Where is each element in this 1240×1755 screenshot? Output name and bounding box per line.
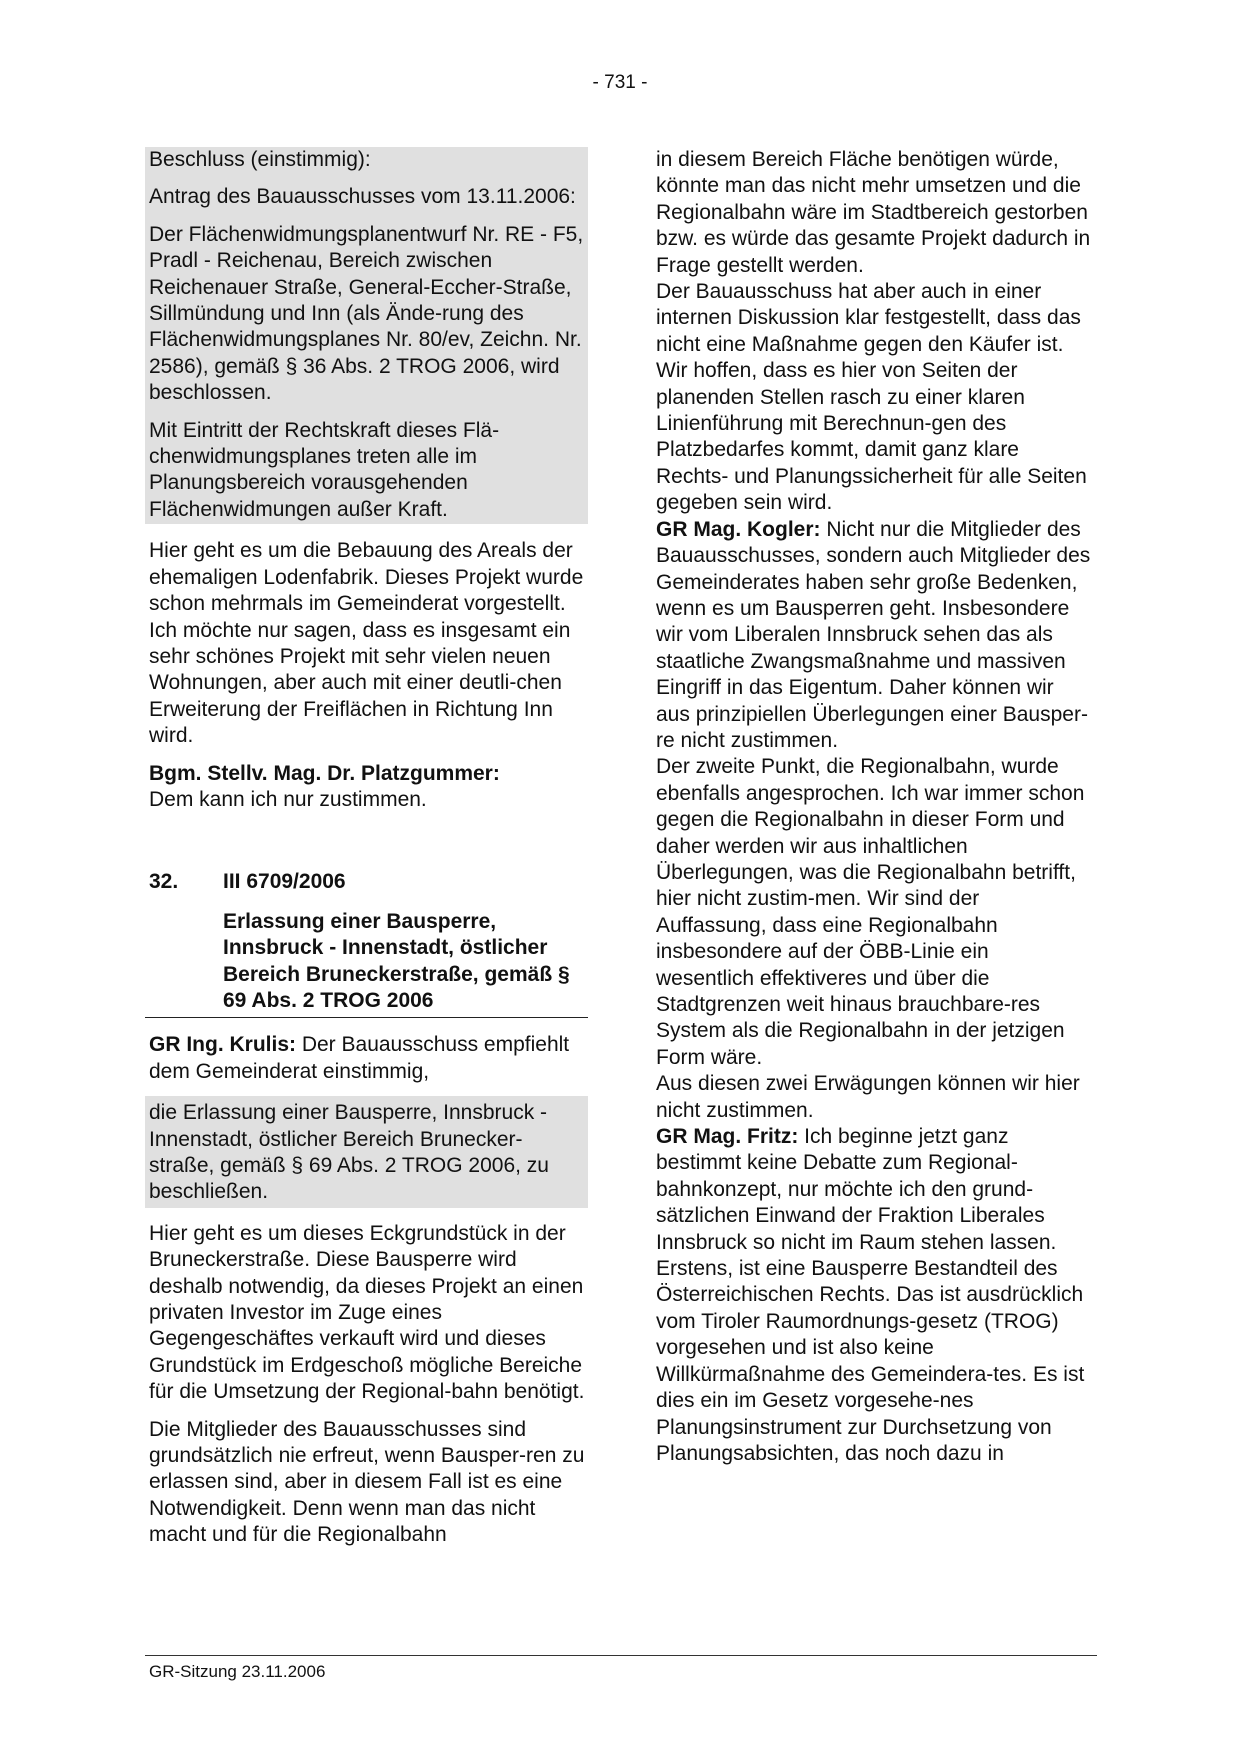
paragraph: Aus diesen zwei Erwägungen können wir hier nicht zustimmen. bbox=[656, 1072, 1080, 1122]
paragraph: Hier geht es um dieses Eckgrundstück in der Bruneckerstraße. Diese Bausperre wird deshalb notwendig, da dieses Projekt an einen privaten Investor im Zuge eines Gegengeschäftes verkauft wird und dieses Grundstück im Erdgeschoß mögliche Bereiche für die Umsetzung der Regional-bahn benötigt. bbox=[149, 1221, 585, 1404]
speaker-name: GR Mag. Fritz: bbox=[656, 1125, 799, 1149]
left-column bbox=[145, 147, 588, 1560]
footer-session-date: GR-Sitzung 23.11.2006 bbox=[149, 1662, 326, 1681]
resolution-heading: Beschluss (einstimmig): bbox=[149, 148, 371, 171]
motion-block bbox=[145, 1096, 588, 1208]
speaker-name: GR Mag. Kogler: bbox=[656, 517, 821, 541]
speaker-statement bbox=[656, 1124, 1092, 1256]
paragraph: Der zweite Punkt, die Regionalbahn, wurde ebenfalls angesprochen. Ich war immer schon gegen die Regionalbahn in dieser Form und daher werden wir aus inhaltlichen Überlegungen, was die Regionalbahn betrifft, hier nicht zustim-men. Wir sind der Auffassung, dass eine Regionalbahn insbesondere auf der ÖBB-Linie ein wesentlich effektiveres und über die Stadtgrenzen weit hinaus brauchbare-res System als die Regionalbahn in der jetzigen Form wäre. bbox=[656, 755, 1085, 1069]
speaker-statement bbox=[656, 517, 1092, 755]
speaker-text: Nicht nur die Mitglieder des Bauausschusses, sondern auch Mitglieder des Gemeinderates haben sehr große Bedenken, wenn es um Bausperren geht. Insbesondere wir vom Liberalen Innsbruck sehen das als staatliche Zwangsmaßnahme und massiven Eingriff in das Eigentum. Daher können wir aus prinzipiellen Überlegungen einer Bausper-re nicht zustimmen. bbox=[656, 517, 1091, 752]
speaker-statement bbox=[149, 1032, 588, 1085]
paragraph: Die Mitglieder des Bauausschusses sind grundsätzlich nie erfreut, wenn Bausper-ren zu erlassen sind, aber in diesem Fall ist es eine Notwendigkeit. Denn wenn man das nicht macht und für die Regionalbahn bbox=[149, 1417, 585, 1547]
agenda-item-heading bbox=[145, 869, 588, 1018]
speaker-name: Bgm. Stellv. Mag. Dr. Platzgummer: bbox=[149, 761, 500, 785]
footer-divider bbox=[145, 1655, 1097, 1656]
left-text-group-1 bbox=[145, 538, 588, 813]
resolution-block bbox=[145, 147, 588, 524]
paragraph: Hier geht es um die Bebauung des Areals der ehemaligen Lodenfabrik. Dieses Projekt wurde schon mehrmals im Gemeinderat vorgestellt. Ich möchte nur sagen, dass es insgesamt ein sehr schönes Projekt mit sehr vielen neuen Wohnungen, aber auch mit einer deutli-chen Erweiterung der Freiflächen in Richtung Inn wird. bbox=[149, 539, 584, 748]
paragraph: Erstens, ist eine Bausperre Bestandteil des Österreichischen Rechts. Das ist ausdrücklich vom Tiroler Raumordnungs-gesetz (TROG) vorgesehen und ist also keine Willkürmaßnahme des Gemeindera-tes. Es ist dies ein im Gesetz vorgesehe-nes Planungsinstrument zur Durchsetzung von Planungsabsichten, das noch dazu in bbox=[656, 1257, 1085, 1465]
agenda-reference: III 6709/2006 bbox=[223, 870, 346, 894]
motion-text: die Erlassung einer Bausperre, Innsbruck - Innenstadt, östlicher Bereich Brunecker-straße, gemäß § 69 Abs. 2 TROG 2006, zu beschließen. bbox=[149, 1101, 549, 1204]
right-column bbox=[656, 147, 1092, 1467]
agenda-number: 32. bbox=[149, 870, 179, 894]
speaker-text: Dem kann ich nur zustimmen. bbox=[149, 787, 427, 811]
resolution-motion: Antrag des Bauausschusses vom 13.11.2006: bbox=[149, 185, 576, 209]
page-number: - 731 - bbox=[592, 72, 648, 93]
speaker-text: Der Bauausschuss empfiehlt dem Gemeinderat einstimmig, bbox=[149, 1033, 570, 1083]
resolution-effect: Mit Eintritt der Rechtskraft dieses Flä-chenwidmungsplanes treten alle im Planungsbereich vorausgehenden Flächenwidmungen außer Kraft. bbox=[149, 418, 500, 521]
left-text-group-2 bbox=[145, 1032, 588, 1085]
resolution-text: Der Flächenwidmungsplanentwurf Nr. RE - F5, Pradl - Reichenau, Bereich zwischen Reichenauer Straße, General-Eccher-Straße, Sillmündung und Inn (als Ände-rung des Flächenwidmungsplanes Nr. 80/ev, Zeichn. Nr. 2586), gemäß § 36 Abs. 2 TROG 2006, wird beschlossen. bbox=[149, 222, 584, 405]
paragraph: in diesem Bereich Fläche benötigen würde, könnte man das nicht mehr umsetzen und die Regionalbahn wäre im Stadtbereich gestorben bzw. es würde das gesamte Projekt dadurch in Frage gestellt werden. bbox=[656, 148, 1091, 277]
left-text-group-3 bbox=[145, 1221, 588, 1549]
paragraph: Der Bauausschuss hat aber auch in einer internen Diskussion klar festgestellt, dass das nicht eine Maßnahme gegen den Käufer ist. Wir hoffen, dass es hier von Seiten der planenden Stellen rasch zu einer klaren Linienführung mit Berechnun-gen des Platzbedarfes kommt, damit ganz klare Rechts- und Planungssicherheit für alle Seiten gegeben sein wird. bbox=[656, 280, 1087, 515]
speaker-text: Ich beginne jetzt ganz bestimmt keine Debatte zum Regional-bahnkonzept, nur möchte ich den grund-sätzlichen Einwand der Fraktion Liberales Innsbruck so nicht im Raum stehen lassen. bbox=[656, 1125, 1057, 1254]
agenda-topic: Erlassung einer Bausperre, Innsbruck - Innenstadt, östlicher Bereich Bruneckerstraße, gemäß § 69 Abs. 2 TROG 2006 bbox=[223, 909, 570, 1012]
speaker-name: GR Ing. Krulis: bbox=[149, 1033, 296, 1057]
speaker-statement bbox=[149, 761, 588, 814]
